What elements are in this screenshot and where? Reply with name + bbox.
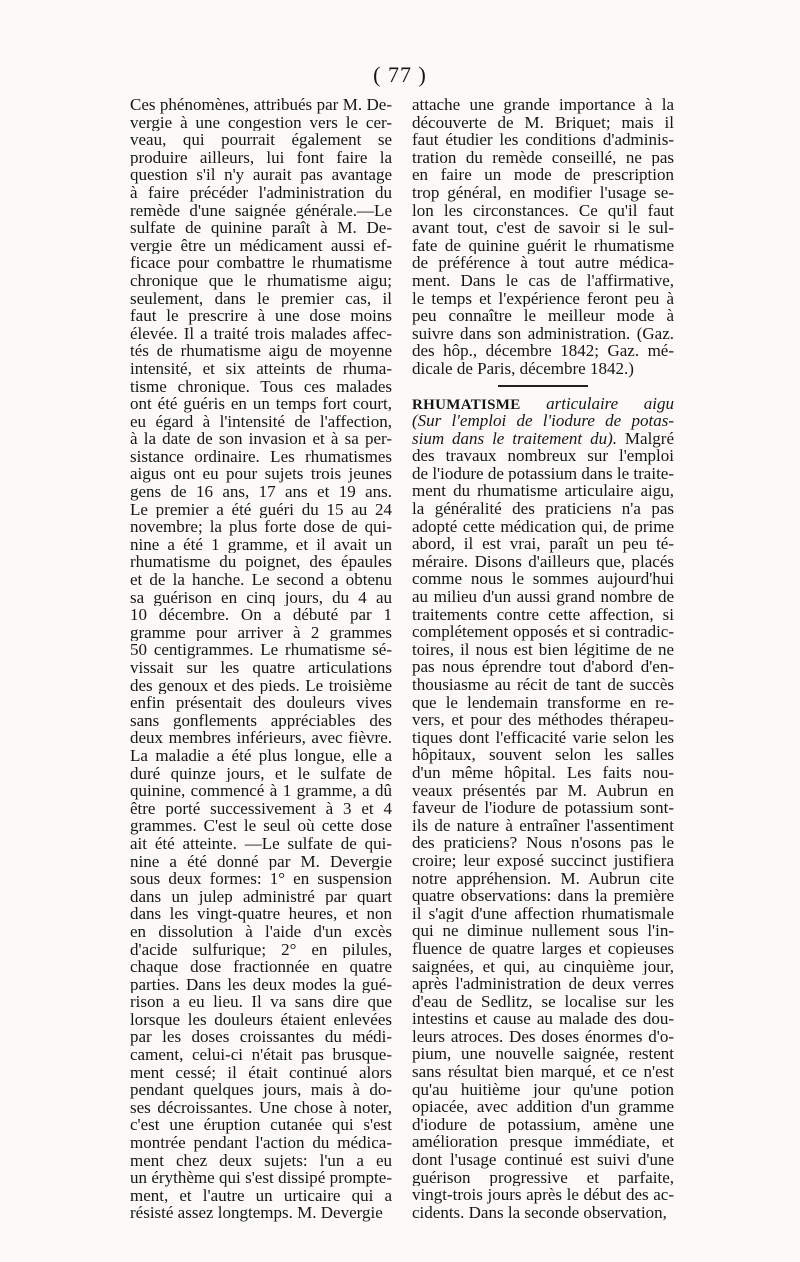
text-line: un érythème qui s'est dissipé prompte- — [130, 1169, 392, 1187]
text-line: adopté cette médication qui, de prime — [412, 517, 674, 536]
text-line: saignées, et qui, au cinquième jour, — [412, 957, 674, 976]
section-heading — [412, 395, 674, 448]
text-line: montrée pendant l'action du médica- — [130, 1134, 392, 1152]
text-line: en faire un mode de prescription — [412, 166, 674, 184]
text-line: nine a été 1 gramme, et il avait un — [130, 535, 392, 554]
text-line: chronique que le rhumatisme aigu; — [130, 271, 392, 290]
text-line: la généralité des praticiens n'a pas — [412, 500, 674, 518]
text-line: lorsque les douleurs étaient enlevées — [130, 1010, 392, 1029]
text-line: fate de quinine guérit le rhumatisme — [412, 236, 674, 255]
text-line: eu égard à l'intensité de l'affection, — [130, 412, 392, 431]
text-line: faut le prescrire à une dose moins — [130, 307, 392, 325]
text-line: ment cessé; il était continué alors — [130, 1063, 392, 1082]
text-line: des praticiens? Nous n'osons pas le — [412, 834, 674, 852]
text-line: dans un julep administré par quart — [130, 887, 392, 906]
text-line: cament, celui-ci n'était pas brusque- — [130, 1046, 392, 1064]
text-line: élevée. Il a traité trois malades affec- — [130, 324, 392, 343]
text-line: peu connaître le meilleur mode à — [412, 307, 674, 325]
text-line: qui ne diminue nullement sous l'in- — [412, 922, 674, 940]
text-line: au milieu d'un aussi grand nombre de — [412, 588, 674, 606]
text-line: La maladie a été plus longue, elle a — [130, 746, 392, 765]
text-line: croire; leur exposé succinct justifiera — [412, 851, 674, 870]
text-line: vergie être un médicament aussi ef- — [130, 236, 392, 255]
text-line: remède d'une saignée générale.—Le — [130, 201, 392, 220]
text-line: tration du remède conseillé, ne pas — [412, 148, 674, 167]
text-line: vergie à une congestion vers le cer- — [130, 113, 392, 132]
text-line: pas nous éprendre tout d'abord d'en- — [412, 658, 674, 676]
text-line: en dissolution à l'aide d'un excès — [130, 922, 392, 941]
text-line: chaque dose fractionnée en quatre — [130, 958, 392, 976]
text-line: rison a eu lieu. Il va sans dire que — [130, 993, 392, 1011]
text-line: des genoux et des pieds. Le troisième — [130, 676, 392, 695]
text-line: vissait sur les quatre articulations — [130, 659, 392, 677]
text-line: sistance ordinaire. Les rhumatismes — [130, 447, 392, 466]
right-column — [412, 96, 674, 1221]
text-line: d'iodure de potassium, amène une — [412, 1115, 674, 1134]
text-line: thousiasme au récit de tant de succès — [412, 676, 674, 694]
text-line: vingt-trois jours après le début des ac- — [412, 1186, 674, 1204]
text-line: ment chez deux sujets: l'un a eu — [130, 1151, 392, 1170]
text-line: quatre observations: dans la première — [412, 887, 674, 905]
text-line: guérison progressive et parfaite, — [412, 1168, 674, 1187]
text-line: suivre dans son administration. (Gaz. — [412, 324, 674, 343]
heading-line-1 — [412, 395, 674, 413]
text-line: amélioration presque immédiate, et — [412, 1133, 674, 1152]
text-line: et de la hanche. Le second a obtenu — [130, 571, 392, 589]
text-line: d'eau de Sedlitz, se localise sur les — [412, 992, 674, 1011]
text-line: il s'agit d'une affection rhumatismale — [412, 904, 674, 923]
text-line: d'un même hôpital. Les faits nou- — [412, 763, 674, 782]
text-line: novembre; la plus forte dose de qui- — [130, 518, 392, 536]
text-line: produire ailleurs, lui font faire la — [130, 148, 392, 167]
text-line: grammes. C'est le seul où cette dose — [130, 817, 392, 835]
text-line: des travaux nombreux sur l'emploi — [412, 447, 674, 465]
right-column-top-text — [412, 96, 674, 378]
text-line: vers, et pour des méthodes thérapeu- — [412, 711, 674, 729]
text-line: ment du rhumatisme articulaire aigu, — [412, 482, 674, 501]
text-line: sans gonflements appréciables des — [130, 711, 392, 730]
text-line: duré quinze jours, et le sulfate de — [130, 764, 392, 783]
text-line: ait été atteinte. —Le sulfate de qui- — [130, 834, 392, 853]
text-line: parties. Dans les deux modes la gué- — [130, 975, 392, 994]
text-line: par les doses croissantes du médi- — [130, 1028, 392, 1047]
text-line: lon les circonstances. Ce qu'il faut — [412, 201, 674, 220]
text-line: tiques dont l'efficacité varie selon les — [412, 728, 674, 747]
text-line: d'acide sulfurique; 2° en pilules, — [130, 940, 392, 959]
page-number: ( 77 ) — [373, 62, 427, 87]
right-column-body-text — [412, 447, 674, 1221]
text-line: notre appréhension. M. Aubrun cite — [412, 869, 674, 888]
heading-italic: sium dans le traitement du). — [412, 428, 617, 448]
text-line: trop général, en modifier l'usage se- — [412, 183, 674, 202]
text-line: tisme chronique. Tous ces malades — [130, 377, 392, 396]
text-line: enfin présentait des douleurs vives — [130, 694, 392, 712]
text-line: 10 décembre. On a débuté par 1 — [130, 606, 392, 624]
text-line: complétement opposés et si contradic- — [412, 623, 674, 641]
text-line: de l'iodure de potassium dans le traite- — [412, 464, 674, 483]
text-line: sulfate de quinine paraît à M. De- — [130, 219, 392, 237]
heading-line-3 — [412, 430, 674, 448]
text-line: aigus ont eu pour sujets trois jeunes — [130, 465, 392, 484]
text-line: pendant quelques jours, mais à do- — [130, 1081, 392, 1099]
text-line: gens de 16 ans, 17 ans et 19 ans. — [130, 483, 392, 501]
heading-title-rest: articulaire aigu — [546, 393, 674, 413]
text-line: toires, il nous est bien légitime de ne — [412, 640, 674, 659]
text-line: rhumatisme du poignet, des épaules — [130, 553, 392, 572]
text-line: veau, qui pourrait également se — [130, 131, 392, 149]
text-line: ont été guéris en un temps fort court, — [130, 395, 392, 413]
text-line: dont l'usage continué est suivi d'une — [412, 1151, 674, 1169]
text-line: ment. Dans le cas de l'affirmative, — [412, 271, 674, 290]
text-line: ils de nature à entraîner l'assentiment — [412, 816, 674, 835]
text-line: sous deux formes: 1° en suspension — [130, 870, 392, 888]
text-line: question s'il n'y aurait pas avantage — [130, 166, 392, 184]
text-line: nine a été donné par M. Devergie — [130, 852, 392, 871]
text-line: tés de rhumatisme aigu de moyenne — [130, 342, 392, 360]
text-line: résisté assez longtemps. M. Devergie — [130, 1204, 383, 1222]
text-line: intensité, et six atteints de rhuma- — [130, 359, 392, 378]
text-line: être porté successivement à 3 et 4 — [130, 799, 392, 818]
text-line: cidents. Dans la seconde observation, — [412, 1203, 667, 1222]
text-line: découverte de M. Briquet; mais il — [412, 113, 674, 132]
text-line: veaux présentés par M. Aubrun en — [412, 781, 674, 800]
heading-line-3-rest: Malgré — [624, 428, 674, 448]
text-line: attache une grande importance à la — [412, 96, 674, 114]
text-line: Ces phénomènes, attribués par M. De- — [130, 96, 392, 114]
text-line: intestins et cause au malade des dou- — [412, 1010, 674, 1028]
text-line: 50 centigrammes. Le rhumatisme sé- — [130, 641, 392, 659]
text-line: traitements contre cette affection, si — [412, 605, 674, 624]
text-line: ses décroissantes. Une chose à noter, — [130, 1098, 392, 1117]
text-line: gramme pour arriver à 2 grammes — [130, 623, 392, 642]
text-line: de préférence à tout autre médica- — [412, 254, 674, 272]
text-line: sa guérison en cinq jours, du 4 au — [130, 588, 392, 607]
text-line: Le premier a été guéri du 15 au 24 — [130, 500, 392, 519]
left-column — [130, 96, 392, 1222]
text-line: comme nous le sommes aujourd'hui — [412, 570, 674, 589]
text-line: à la date de son invasion et à sa per- — [130, 430, 392, 448]
heading-caps: RHUMATISME — [412, 396, 521, 413]
text-line: faveur de l'iodure de potassium sont- — [412, 799, 674, 817]
text-line: deux membres inférieurs, avec fièvre. — [130, 729, 392, 747]
text-line: c'est une éruption cutanée qui s'est — [130, 1116, 392, 1135]
section-divider — [498, 385, 588, 387]
text-line: avant tout, c'est de savoir si le sul- — [412, 219, 674, 237]
text-line: le temps et l'expérience feront peu à — [412, 289, 674, 308]
text-line: seulement, dans le premier cas, il — [130, 289, 392, 308]
text-line: quinine, commencé à 1 gramme, a dû — [130, 782, 392, 800]
text-line: après l'administration de deux verres — [412, 975, 674, 993]
text-line: ficace pour combattre le rhumatisme — [130, 254, 392, 272]
text-line: abord, il est vrai, paraît un peu té- — [412, 535, 674, 553]
text-line: opiacée, avec addition d'un gramme — [412, 1098, 674, 1116]
text-line: à faire précéder l'administration du — [130, 183, 392, 202]
text-line: pium, une nouvelle saignée, restent — [412, 1045, 674, 1064]
text-line: hôpitaux, souvent selon les salles — [412, 746, 674, 764]
text-line: des hôp., décembre 1842; Gaz. mé- — [412, 342, 674, 360]
text-line: leurs atroces. Des doses énormes d'o- — [412, 1027, 674, 1046]
text-line: que le lendemain transforme en re- — [412, 693, 674, 712]
text-line: sans résultat bien marqué, et ce n'est — [412, 1063, 674, 1081]
text-line: dans les vingt-quatre heures, et non — [130, 905, 392, 923]
text-line: faut étudier les conditions d'adminis- — [412, 131, 674, 149]
heading-line-2: (Sur l'emploi de l'iodure de potas- — [412, 411, 674, 431]
text-line: méraire. Disons d'ailleurs que, placés — [412, 552, 674, 571]
text-line: dicale de Paris, décembre 1842.) — [412, 359, 634, 378]
text-line: ment, et l'autre un urticaire qui a — [130, 1186, 392, 1205]
text-line: qu'au huitième jour qu'une potion — [412, 1080, 674, 1099]
text-line: fluence de quatre larges et copieuses — [412, 939, 674, 958]
